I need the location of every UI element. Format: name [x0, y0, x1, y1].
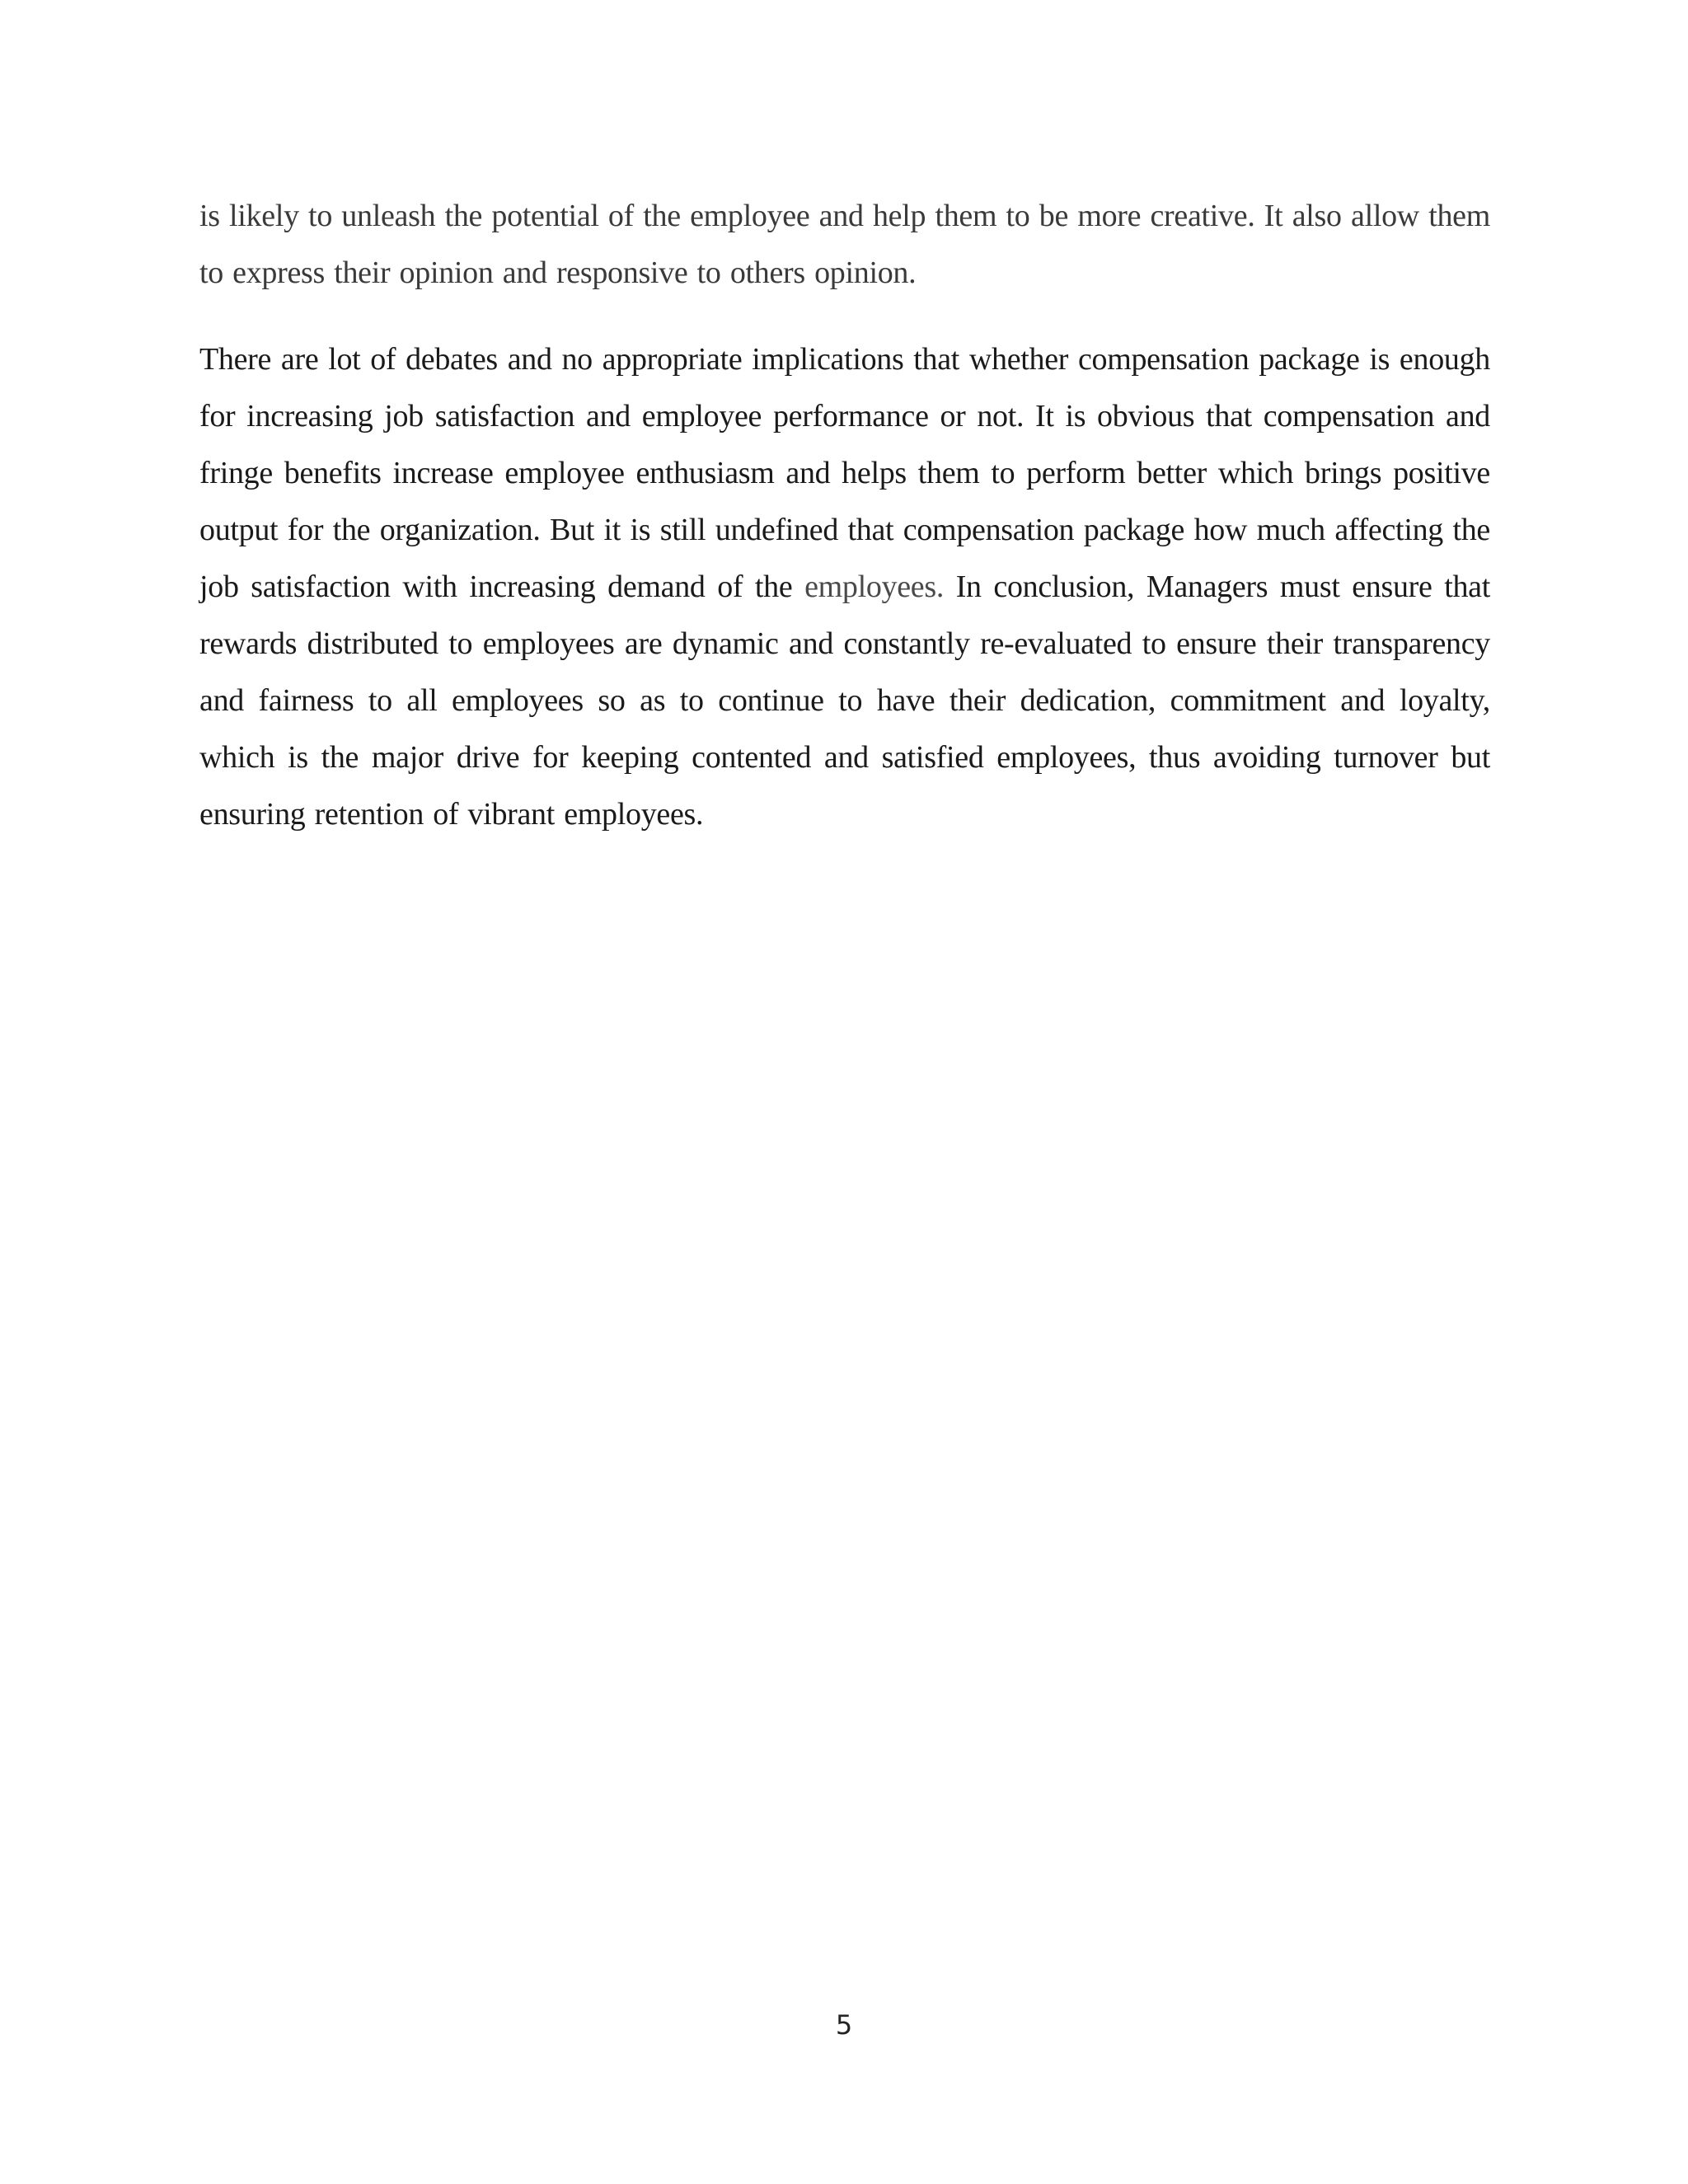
paragraph-conclusion-tail: In conclusion, Managers must ensure that rewards distributed to employees are dynamic and constantly re-evaluated to ensure their transparency and fairness to all employees so as to continue to have their dedication, commitment and loyalty, which is the major drive for keeping contented and satisfied employees, thus avoiding turnover but ensuring retention of vibrant employees. [199, 569, 1490, 832]
paragraph-conclusion-muted-word: employees. [804, 569, 945, 604]
paragraph-conclusion [199, 331, 1490, 843]
paragraph-continuation: is likely to unleash the potential of the employee and help them to be more creative. It also allow them to express their opinion and responsive to others opinion. [199, 199, 1490, 290]
paragraph-conclusion-lead: There are lot of debates and no appropriate implications that whether compensation package is enough for increasing job satisfaction and employee performance or not. It is obvious that compensation and fringe benefits increase employee enthusiasm and helps them to perform better which brings positive output for the organization. But it is still undefined that compensation package how much affecting the job satisfaction with increasing demand of the [199, 342, 1490, 604]
page-number: 5 [835, 2009, 853, 2041]
